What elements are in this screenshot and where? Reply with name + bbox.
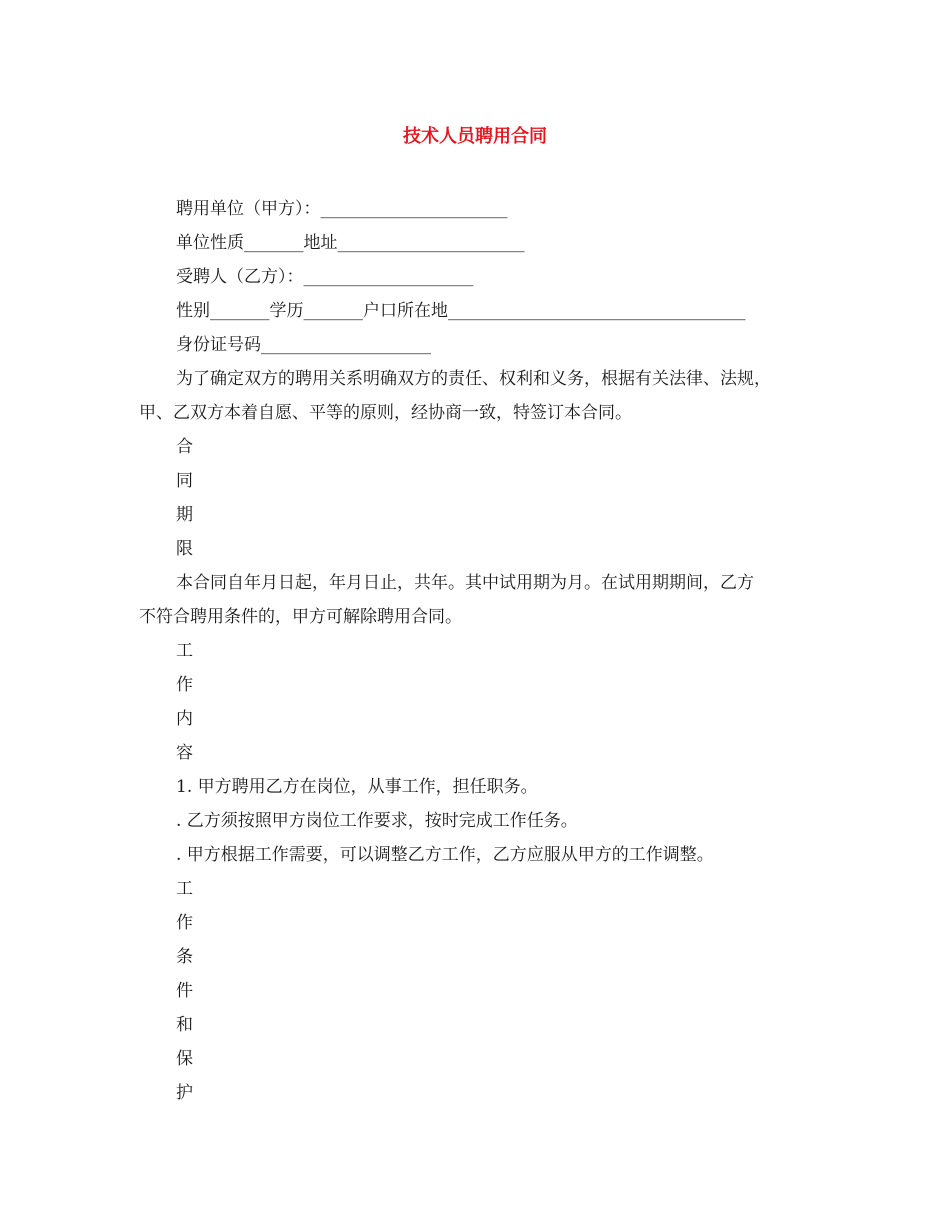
field-employer: 聘用单位（甲方）：______________________ [176,199,508,219]
section-heading-char: 和 [176,1015,193,1035]
section-heading-char: 限 [176,539,193,559]
section-heading-char: 工 [176,879,193,899]
document-body [139,192,834,1110]
field-gender-education-residence: 性别_______学历_______户口所在地___________________________________ [176,301,746,321]
field-employee: 受聘人（乙方）：____________________ [176,267,474,287]
section-heading-char: 期 [176,505,193,525]
section-heading-char: 容 [176,743,193,763]
intro-line-2: 甲、乙双方本着自愿、平等的原则，经协商一致，特签订本合同。 [139,403,632,423]
section-heading-char: 保 [176,1049,193,1069]
section-heading-char: 条 [176,947,193,967]
intro-line-1: 为了确定双方的聘用关系明确双方的责任、权利和义务，根据有关法律、法规， [176,369,771,389]
work-item-2: . 乙方须按照甲方岗位工作要求，按时完成工作任务。 [176,811,578,831]
document-title: 技术人员聘用合同 [403,126,547,147]
field-unit-nature-address: 单位性质_______地址______________________ [176,233,525,253]
section-heading-char: 作 [176,913,193,933]
section-heading-char: 同 [176,471,193,491]
section-heading-char: 工 [176,641,193,661]
field-id-number: 身份证号码____________________ [176,335,431,355]
work-item-1: 1. 甲方聘用乙方在岗位，从事工作，担任职务。 [176,777,538,797]
term-line-2: 不符合聘用条件的，甲方可解除聘用合同。 [139,607,462,627]
section-heading-char: 护 [176,1083,193,1103]
work-item-3: . 甲方根据工作需要，可以调整乙方工作，乙方应服从甲方的工作调整。 [176,845,714,865]
section-heading-char: 作 [176,675,193,695]
section-heading-char: 合 [176,437,193,457]
section-heading-char: 内 [176,709,193,729]
term-line-1: 本合同自年月日起，年月日止，共年。其中试用期为月。在试用期期间，乙方 [176,573,754,593]
section-heading-char: 件 [176,981,193,1001]
